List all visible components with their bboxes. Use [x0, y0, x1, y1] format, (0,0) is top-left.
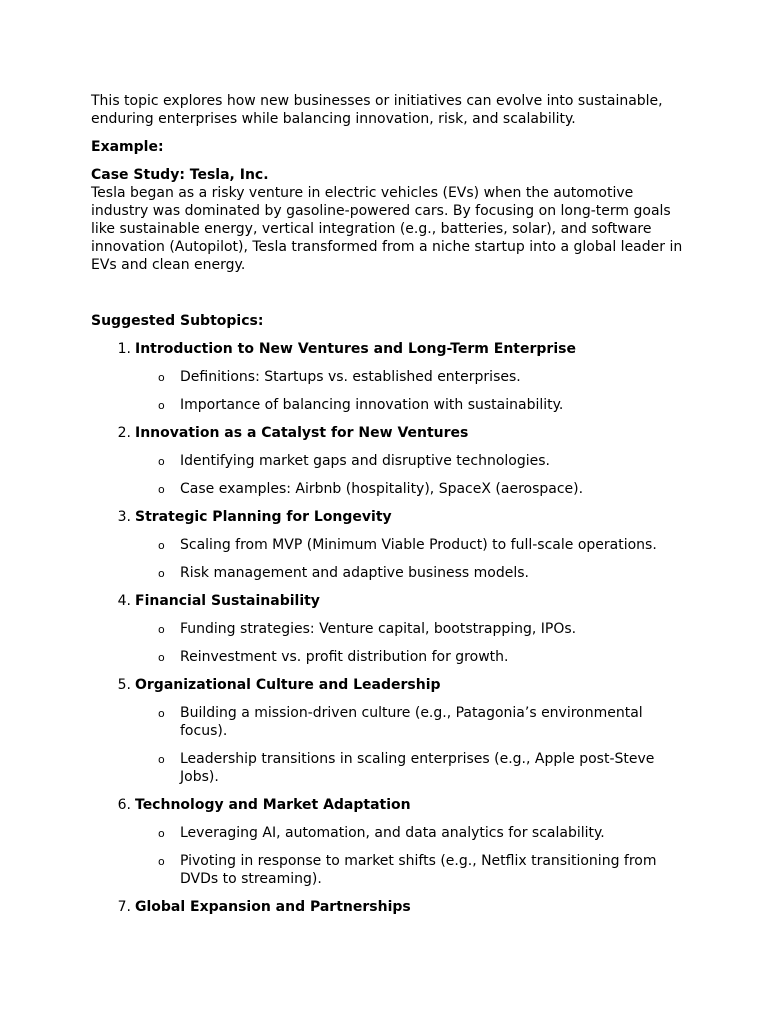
- hollow-bullet-icon: o: [158, 371, 165, 384]
- bullet-text: Reinvestment vs. profit distribution for growth.: [180, 649, 509, 665]
- subtopic-item: [91, 424, 691, 498]
- subtopic-bullet-list: [135, 368, 691, 414]
- intro-paragraph: This topic explores how new businesses or initiatives can evolve into sustainable, enduring enterprises while balancing innovation, risk, and scalability.: [91, 93, 663, 127]
- bullet-item: [135, 750, 691, 786]
- subtopic-title: Organizational Culture and Leadership: [135, 677, 441, 693]
- subtopic-bullet-list: [135, 452, 691, 498]
- subtopic-bullet-list: [135, 824, 691, 888]
- hollow-bullet-icon: o: [158, 827, 165, 840]
- subtopic-title: Technology and Market Adaptation: [135, 797, 411, 813]
- case-study-body: Tesla began as a risky venture in electric vehicles (EVs) when the automotive industry was dominated by gasoline-powered cars. By focusing on long-term goals like sustainable energy, vertical integration (e.g., batteries, solar), and software innovation (Autopilot), Tesla transformed from a niche startup into a global leader in EVs and clean energy.: [91, 185, 683, 273]
- subtopic-heading: [117, 898, 691, 916]
- subtopic-number: 7.: [117, 899, 131, 915]
- bullet-text: Funding strategies: Venture capital, bootstrapping, IPOs.: [180, 621, 577, 637]
- subtopic-heading: [117, 592, 691, 610]
- bullet-text: Building a mission-driven culture (e.g., Patagonia’s environmental focus).: [180, 705, 643, 739]
- subtopic-bullet-list: [135, 704, 691, 786]
- hollow-bullet-icon: o: [158, 753, 165, 766]
- subtopic-heading: [117, 508, 691, 526]
- bullet-text: Pivoting in response to market shifts (e.g., Netflix transitioning from DVDs to streaming).: [180, 853, 657, 887]
- bullet-text: Definitions: Startups vs. established enterprises.: [180, 369, 521, 385]
- example-label: Example:: [91, 139, 164, 155]
- subtopic-bullet-list: [135, 620, 691, 666]
- hollow-bullet-icon: o: [158, 707, 165, 720]
- bullet-item: [135, 564, 691, 582]
- bullet-item: [135, 396, 691, 414]
- document-content: [91, 92, 691, 926]
- bullet-text: Case examples: Airbnb (hospitality), SpaceX (aerospace).: [180, 481, 584, 497]
- hollow-bullet-icon: o: [158, 623, 165, 636]
- bullet-text: Risk management and adaptive business models.: [180, 565, 529, 581]
- bullet-item: [135, 368, 691, 386]
- hollow-bullet-icon: o: [158, 539, 165, 552]
- bullet-text: Leveraging AI, automation, and data analytics for scalability.: [180, 825, 605, 841]
- subtopic-item: [91, 340, 691, 414]
- bullet-item: [135, 480, 691, 498]
- subtopic-heading: [117, 676, 691, 694]
- subtopic-number: 4.: [117, 593, 131, 609]
- bullet-text: Identifying market gaps and disruptive technologies.: [180, 453, 550, 469]
- bullet-item: [135, 536, 691, 554]
- bullet-text: Importance of balancing innovation with sustainability.: [180, 397, 564, 413]
- subtopic-heading: [117, 796, 691, 814]
- hollow-bullet-icon: o: [158, 399, 165, 412]
- bullet-text: Scaling from MVP (Minimum Viable Product) to full-scale operations.: [180, 537, 657, 553]
- subtopics-list: [91, 340, 691, 916]
- subtopic-item: [91, 676, 691, 786]
- subtopic-number: 1.: [117, 341, 131, 357]
- bullet-item: [135, 452, 691, 470]
- subtopic-number: 6.: [117, 797, 131, 813]
- subtopic-item: [91, 592, 691, 666]
- subtopic-title: Financial Sustainability: [135, 593, 320, 609]
- subtopic-bullet-list: [135, 536, 691, 582]
- bullet-text: Leadership transitions in scaling enterprises (e.g., Apple post-Steve Jobs).: [180, 751, 655, 785]
- subtopic-item: [91, 508, 691, 582]
- subtopic-number: 2.: [117, 425, 131, 441]
- hollow-bullet-icon: o: [158, 651, 165, 664]
- subtopic-title: Strategic Planning for Longevity: [135, 509, 392, 525]
- subtopic-title: Introduction to New Ventures and Long-Term Enterprise: [135, 341, 576, 357]
- subtopic-number: 3.: [117, 509, 131, 525]
- hollow-bullet-icon: o: [158, 455, 165, 468]
- subtopics-label: Suggested Subtopics:: [91, 313, 264, 329]
- subtopic-heading: [117, 424, 691, 442]
- subtopic-number: 5.: [117, 677, 131, 693]
- bullet-item: [135, 824, 691, 842]
- hollow-bullet-icon: o: [158, 567, 165, 580]
- bullet-item: [135, 648, 691, 666]
- subtopic-title: Innovation as a Catalyst for New Ventures: [135, 425, 469, 441]
- subtopic-item: [91, 796, 691, 888]
- case-study-title: Case Study: Tesla, Inc.: [91, 167, 269, 183]
- subtopic-heading: [117, 340, 691, 358]
- hollow-bullet-icon: o: [158, 855, 165, 868]
- hollow-bullet-icon: o: [158, 483, 165, 496]
- bullet-item: [135, 620, 691, 638]
- subtopic-item: [91, 898, 691, 916]
- bullet-item: [135, 852, 691, 888]
- bullet-item: [135, 704, 691, 740]
- subtopic-title: Global Expansion and Partnerships: [135, 899, 411, 915]
